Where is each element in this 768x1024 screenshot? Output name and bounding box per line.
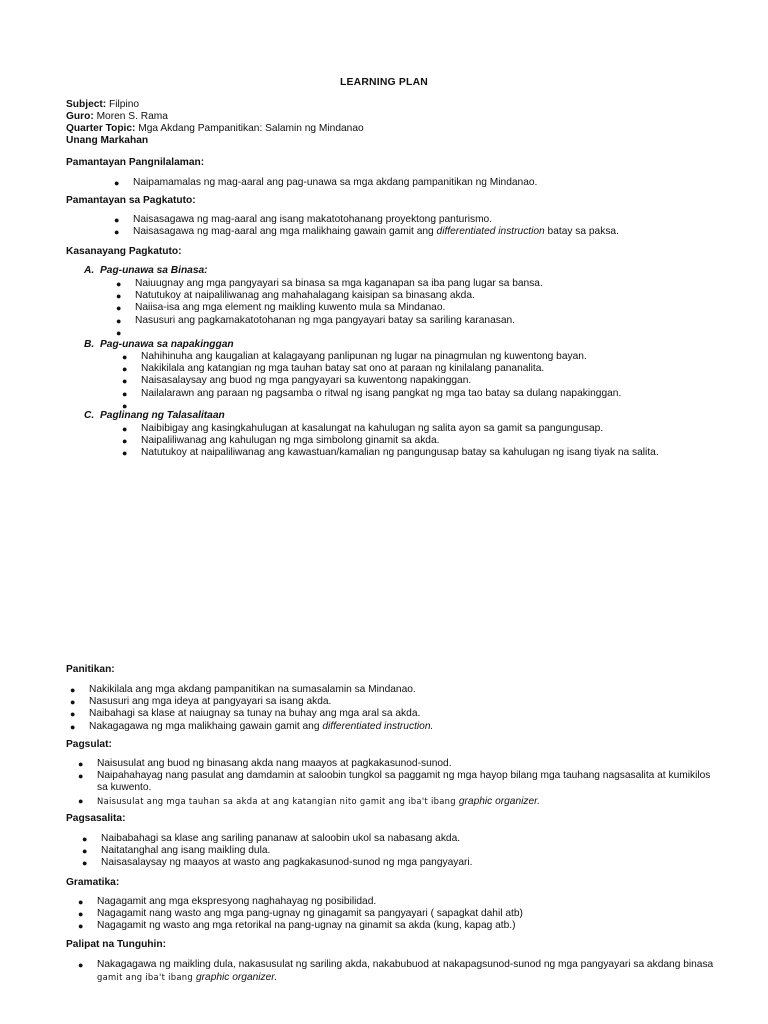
subsection-b-list [122, 351, 622, 412]
list-item: ● Naiisa-isa ang mga element ng maikling kuwento mula sa Mindanao. [116, 302, 446, 314]
list-item: ● Nakagagawa ng mga malikhaing gawain gamit ang differentiated instruction. [70, 720, 434, 732]
palipat-list [78, 959, 714, 984]
list-item: ● Naibibigay ang kasingkahulugan at kasalungat na kahulugan ng salita ayon sa gamit sa pangungusap. [122, 423, 604, 434]
panitikan-heading: Panitikan: [66, 664, 115, 675]
guro-line: Guro: Moren S. Rama [66, 111, 168, 122]
list-item: ● Natutukoy at naipaliliwanag ang kawastuan/kamalian ng pangungusap batay sa kahulugan ng isang tiyak na salita. [122, 447, 659, 459]
gramatika-heading: Gramatika: [66, 877, 120, 888]
quarter-line: Quarter Topic: Mga Akdang Pampanitikan: Salamin ng Mindanao [66, 123, 364, 134]
subsection-c-title: C. Paglinang ng Talasalitaan [84, 410, 225, 421]
list-item: ● Naisusulat ang mga tauhan sa akda at ang katangian nito gamit ang iba't ibang graphic organizer. [78, 795, 541, 807]
markahan-line: Unang Markahan [66, 135, 149, 146]
pagsasalita-list [82, 833, 473, 870]
list-item: ● [116, 327, 122, 338]
list-item: ● Naipaliliwanag ang kahulugan ng mga simbolong ginamit sa akda. [122, 435, 440, 447]
list-item: ● Naipamamalas ng mag-aaral ang pag-unawa sa mga akdang pampanitikan ng Mindanao. [114, 177, 538, 188]
pagkatuto-heading: Pamantayan sa Pagkatuto: [66, 195, 196, 206]
list-item: ● Naisasagawa ng mag-aaral ang isang makatotohanang proyektong panturismo. [114, 214, 493, 225]
pangnilalaman-heading: Pamantayan Pangnilalaman: [66, 157, 205, 168]
page-title: LEARNING PLAN [339, 77, 429, 88]
list-item: ● Nagagamit ng wasto ang mga retorikal na pang-ugnay na ginamit sa akda (kung, kapag atb.) [78, 920, 516, 932]
pagsasalita-heading: Pagsasalita: [66, 813, 126, 824]
list-item: ● [122, 400, 128, 411]
list-item: ● Natutukoy at naipaliliwanag ang mahahalagang kaisipan sa binasang akda. [116, 290, 475, 302]
list-item: ● Naisusulat ang buod ng binasang akda nang maayos at pagkakasunod-sunod. [78, 758, 452, 769]
kasanayang-heading: Kasanayang Pagkatuto: [66, 246, 182, 257]
list-item: ● Nagagamit nang wasto ang mga pang-ugnay ng ginagamit sa pangyayari ( sapagkat dahil atb) [78, 908, 523, 920]
subsection-b-title: B. Pag-unawa sa napakinggan [84, 339, 234, 350]
pagkatuto-list [114, 214, 619, 238]
subsection-a-title: A. Pag-unawa sa Binasa: [84, 265, 208, 276]
pangnilalaman-list [114, 177, 538, 189]
pagsulat-list [78, 758, 711, 808]
subsection-a-list [116, 278, 543, 339]
list-item: ● Nasusuri ang mga ideya at pangyayari sa isang akda. [70, 696, 332, 708]
palipat-heading: Palipat na Tunguhin: [66, 939, 166, 950]
list-item: ● Nagagamit ang mga ekspresyong naghahayag ng posibilidad. [78, 896, 377, 907]
gramatika-list [78, 896, 523, 933]
list-item: ● Naibahagi sa klase at naiugnay sa tunay na buhay ang mga aral sa akda. [70, 708, 421, 720]
subsection-c-list [122, 423, 659, 460]
list-item: ● Nasusuri ang pagkamakatotohanan ng mga pangyayari batay sa sariling karanasan. [116, 314, 516, 326]
list-item: ● Nailalarawn ang paraan ng pagsamba o ritwal ng isang pangkat ng mga tao batay sa dulang napakinggan. [122, 387, 622, 399]
list-item: ● Nakagagawa ng maikling dula, nakasusulat ng sariling akda, nakabubuod at nakapagsunod-sunod ng mga pangyayari sa akdang binasa gamit ang iba't ibang graphic organizer. [78, 959, 714, 984]
list-item: ● Naibabahagi sa klase ang sariling pananaw at saloobin ukol sa nabasang akda. [82, 833, 461, 844]
list-item: ● Naisasalaysay ng maayos at wasto ang pagkakasunod-sunod ng mga pangyayari. [82, 857, 473, 869]
panitikan-list [70, 684, 434, 733]
meta-block [66, 99, 364, 147]
list-item: ● Nakikilala ang mga akdang pampanitikan na sumasalamin sa Mindanao. [70, 684, 416, 695]
list-item: ● Naisasalaysay ang buod ng mga pangyayari sa kuwentong napakinggan. [122, 375, 472, 387]
list-item: ● Nakikilala ang katangian ng mga tauhan batay sat ono at paraan ng kinilalang pananalita. [122, 363, 545, 375]
subject-line: Subject: Filpino [66, 99, 140, 110]
list-item: ● Nahihinuha ang kaugalian at kalagayang panlipunan ng lugar na pinagmulan ng kuwentong bayan. [122, 351, 587, 362]
pagsulat-heading: Pagsulat: [66, 739, 112, 750]
list-item: ● Naitatanghal ang isang maikling dula. [82, 845, 271, 857]
list-item: ● Naisasagawa ng mag-aaral ang mga malikhaing gawain gamit ang differentiated instruction batay sa paksa. [114, 226, 619, 238]
list-item: ● Naiuugnay ang mga pangyayari sa binasa sa mga kaganapan sa iba pang lugar sa bansa. [116, 278, 543, 289]
list-item: ● Naipahahayag nang pasulat ang damdamin at saloobin tungkol sa paggamit ng mga hayop bilang mga tauhang nagsasalita at kumikilos sa kuwento. [78, 770, 711, 794]
